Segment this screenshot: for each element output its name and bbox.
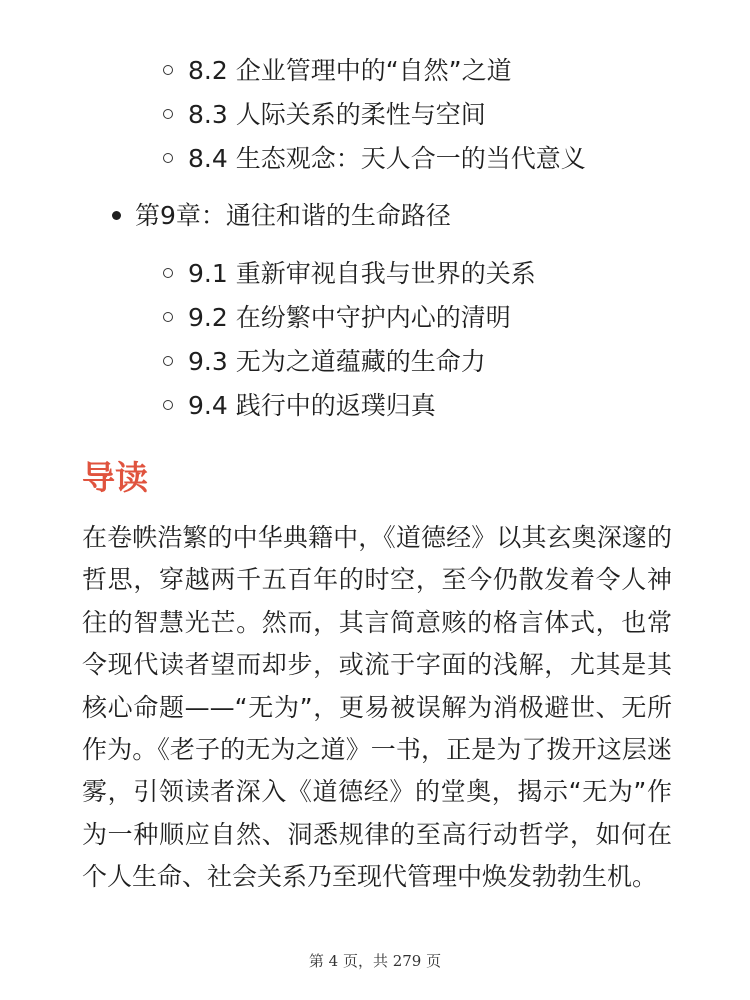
filled-bullet-icon	[112, 211, 121, 220]
toc-item-label: 9.4 践行中的返璞归真	[188, 391, 436, 420]
page-number: 第 4 页，共 279 页	[308, 952, 442, 970]
toc-chapter-label: 第9章：通往和谐的生命路径	[135, 201, 451, 230]
hollow-bullet-icon	[163, 65, 173, 75]
toc-item-label: 9.3 无为之道蕴藏的生命力	[188, 347, 486, 376]
toc-item-9-1[interactable]	[188, 257, 536, 291]
toc-item-8-4[interactable]	[188, 142, 586, 176]
section-heading-intro: 导读	[82, 458, 148, 497]
hollow-bullet-icon	[163, 312, 173, 322]
hollow-bullet-icon	[163, 109, 173, 119]
toc-item-9-4[interactable]	[188, 389, 436, 423]
toc-item-9-3[interactable]	[188, 345, 486, 379]
toc-item-8-3[interactable]	[188, 98, 486, 132]
toc-item-9-2[interactable]	[188, 301, 511, 335]
hollow-bullet-icon	[163, 153, 173, 163]
hollow-bullet-icon	[163, 400, 173, 410]
toc-chapter-9[interactable]	[135, 199, 451, 233]
intro-paragraph: 在卷帙浩繁的中华典籍中，《道德经》以其玄奥深邃的哲思，穿越两千五百年的时空，至今仍散发着令人神往的智慧光芒。然而，其言简意赅的格言体式，也常令现代读者望而却步，或流于字面的浅解，尤其是其核心命题——“无为”，更易被误解为消极避世、无所作为。《老子的无为之道》一书，正是为了拨开这层迷雾，引领读者深入《道德经》的堂奥，揭示“无为”作为一种顺应自然、洞悉规律的至高行动哲学，如何在个人生命、社会关系乃至现代管理中焕发勃勃生机。	[82, 523, 672, 892]
toc-item-label: 9.2 在纷繁中守护内心的清明	[188, 303, 511, 332]
hollow-bullet-icon	[163, 268, 173, 278]
toc-item-8-2[interactable]	[188, 54, 512, 88]
hollow-bullet-icon	[163, 356, 173, 366]
toc-item-label: 8.3 人际关系的柔性与空间	[188, 100, 486, 129]
toc-item-label: 8.2 企业管理中的“自然”之道	[188, 56, 512, 85]
toc-item-label: 9.1 重新审视自我与世界的关系	[188, 259, 536, 288]
toc-item-label: 8.4 生态观念：天人合一的当代意义	[188, 144, 586, 173]
